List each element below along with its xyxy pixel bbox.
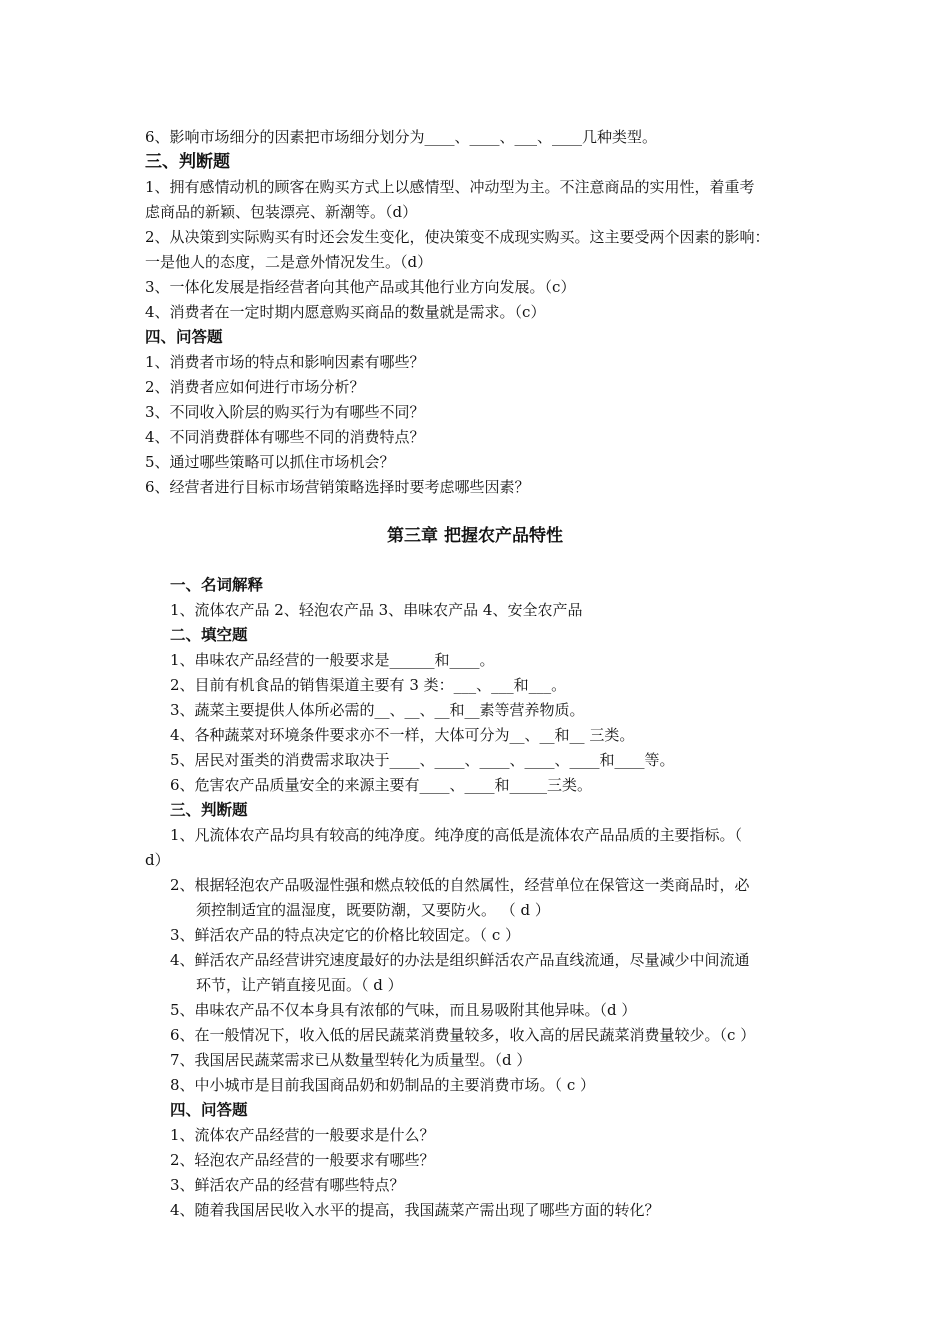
fill-item-6: 6、危害农产品质量安全的来源主要有____、____和_____三类。 [170, 776, 593, 794]
terms-list: 1、流体农产品 2、轻泡农产品 3、串味农产品 4、安全农产品 [170, 601, 583, 619]
qa-item-2: 2、消费者应如何进行市场分析？ [145, 378, 365, 396]
qa3-item-4: 4、随着我国居民收入水平的提高，我国蔬菜产需出现了哪些方面的转化？ [170, 1201, 660, 1219]
qa-item-3: 3、不同收入阶层的购买行为有哪些不同？ [145, 403, 425, 421]
fill-item-1: 1、串味农产品经营的一般要求是______和____。 [170, 651, 495, 669]
fill-item-4: 4、各种蔬菜对环境条件要求亦不一样，大体可分为__、__和__ 三类。 [170, 726, 635, 744]
judge3-item-6: 6、在一般情况下，收入低的居民蔬菜消费量较多，收入高的居民蔬菜消费量较少。（c ） [170, 1026, 756, 1044]
fill-item-3: 3、蔬菜主要提供人体所必需的__、__、__和__素等营养物质。 [170, 701, 585, 719]
judge-item-4: 4、消费者在一定时期内愿意购买商品的数量就是需求。（c） [145, 303, 546, 321]
judge-item-2b: 一是他人的态度，二是意外情况发生。（d） [145, 253, 433, 271]
judge3-item-4a: 4、鲜活农产品经营讲究速度最好的办法是组织鲜活农产品直线流通，尽量减少中间流通 [170, 951, 750, 969]
qa-item-1: 1、消费者市场的特点和影响因素有哪些？ [145, 353, 425, 371]
judge-heading: 三、判断题 [145, 152, 230, 172]
judge-item-1b: 虑商品的新颖、包装漂亮、新潮等。（d） [145, 203, 418, 221]
judge3-heading: 三、判断题 [170, 800, 248, 819]
judge-item-2a: 2、从决策到实际购买有时还会发生变化，使决策变不成现实购买。这主要受两个因素的影响： [145, 228, 770, 246]
qa3-item-1: 1、流体农产品经营的一般要求是什么？ [170, 1126, 435, 1144]
judge-item-3: 3、一体化发展是指经营者向其他产品或其他行业方向发展。（c） [145, 278, 576, 296]
fill-question-6: 6、影响市场细分的因素把市场细分划分为____、____、___、____几种类型。 [145, 128, 658, 146]
judge3-item-1a: 1、凡流体农产品均具有较高的纯净度。纯净度的高低是流体农产品品质的主要指标。（ [170, 826, 743, 844]
judge3-item-2a: 2、根据轻泡农产品吸湿性强和燃点较低的自然属性，经营单位在保管这一类商品时，必 [170, 876, 750, 894]
qa-item-6: 6、经营者进行目标市场营销策略选择时要考虑哪些因素？ [145, 478, 530, 496]
judge3-item-1b: d） [145, 851, 170, 869]
judge3-item-2b: 须控制适宜的温湿度，既要防潮，又要防火。 （ d ） [196, 901, 550, 919]
judge-item-1a: 1、拥有感情动机的顾客在购买方式上以感情型、冲动型为主。不注意商品的实用性，着重考 [145, 178, 755, 196]
judge3-item-8: 8、中小城市是目前我国商品奶和奶制品的主要消费市场。（ c ） [170, 1076, 595, 1094]
judge3-item-4b: 环节，让产销直接见面。（ d ） [196, 976, 403, 994]
judge3-item-3: 3、鲜活农产品的特点决定它的价格比较固定。（ c ） [170, 926, 520, 944]
qa3-item-3: 3、鲜活农产品的经营有哪些特点？ [170, 1176, 405, 1194]
qa-item-5: 5、通过哪些策略可以抓住市场机会？ [145, 453, 395, 471]
qa-item-4: 4、不同消费群体有哪些不同的消费特点？ [145, 428, 425, 446]
qa3-heading: 四、问答题 [170, 1100, 248, 1119]
terms-heading: 一、名词解释 [170, 575, 264, 594]
qa3-item-2: 2、轻泡农产品经营的一般要求有哪些？ [170, 1151, 435, 1169]
fill-heading: 二、填空题 [170, 625, 248, 644]
qa-heading: 四、问答题 [145, 327, 223, 346]
fill-item-5: 5、居民对蛋类的消费需求取决于____、____、____、____、____和____等。 [170, 751, 675, 769]
judge3-item-7: 7、我国居民蔬菜需求已从数量型转化为质量型。（d ） [170, 1051, 532, 1069]
chapter-title: 第三章 把握农产品特性 [387, 526, 563, 546]
fill-item-2: 2、目前有机食品的销售渠道主要有 3 类：___、___和___。 [170, 676, 567, 694]
judge3-item-5: 5、串味农产品不仅本身具有浓郁的气味，而且易吸附其他异味。（d ） [170, 1001, 637, 1019]
